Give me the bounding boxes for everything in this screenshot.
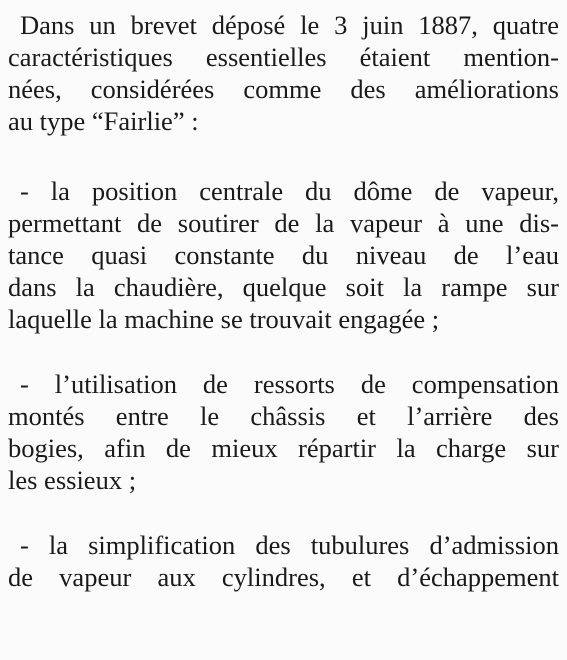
paragraph-ressorts-compensation [8, 368, 559, 496]
paragraph-tubulures-admission [8, 529, 559, 593]
text-line: laquelle la machine se trouvait engagée ; [8, 304, 440, 334]
text-line: - l’utilisation de ressorts de compensation [20, 369, 559, 399]
text-line: les essieux ; [8, 465, 137, 495]
paragraph-brevet-intro [8, 9, 559, 137]
paragraph-dome-vapeur [8, 175, 559, 335]
text-line: permettant de soutirer de la vapeur à une dis- [8, 208, 559, 238]
text-line: - la position centrale du dôme de vapeur, [20, 176, 559, 206]
text-line: montés entre le châssis et l’arrière des [8, 401, 559, 431]
text-line: - la simplification des tubulures d’admission [20, 530, 559, 560]
text-line: Dans un brevet déposé le 3 juin 1887, quatre [20, 10, 559, 40]
text-line: bogies, afin de mieux répartir la charge sur [8, 433, 559, 463]
text-line: de vapeur aux cylindres, et d’échappement [8, 562, 559, 592]
text-line: dans la chaudière, quelque soit la rampe sur [8, 272, 559, 302]
text-line: nées, considérées comme des améliorations [8, 74, 559, 104]
text-line: tance quasi constante du niveau de l’eau [8, 240, 559, 270]
text-line: au type “Fairlie” : [8, 106, 199, 136]
text-line: caractéristiques essentielles étaient mention- [8, 42, 559, 72]
